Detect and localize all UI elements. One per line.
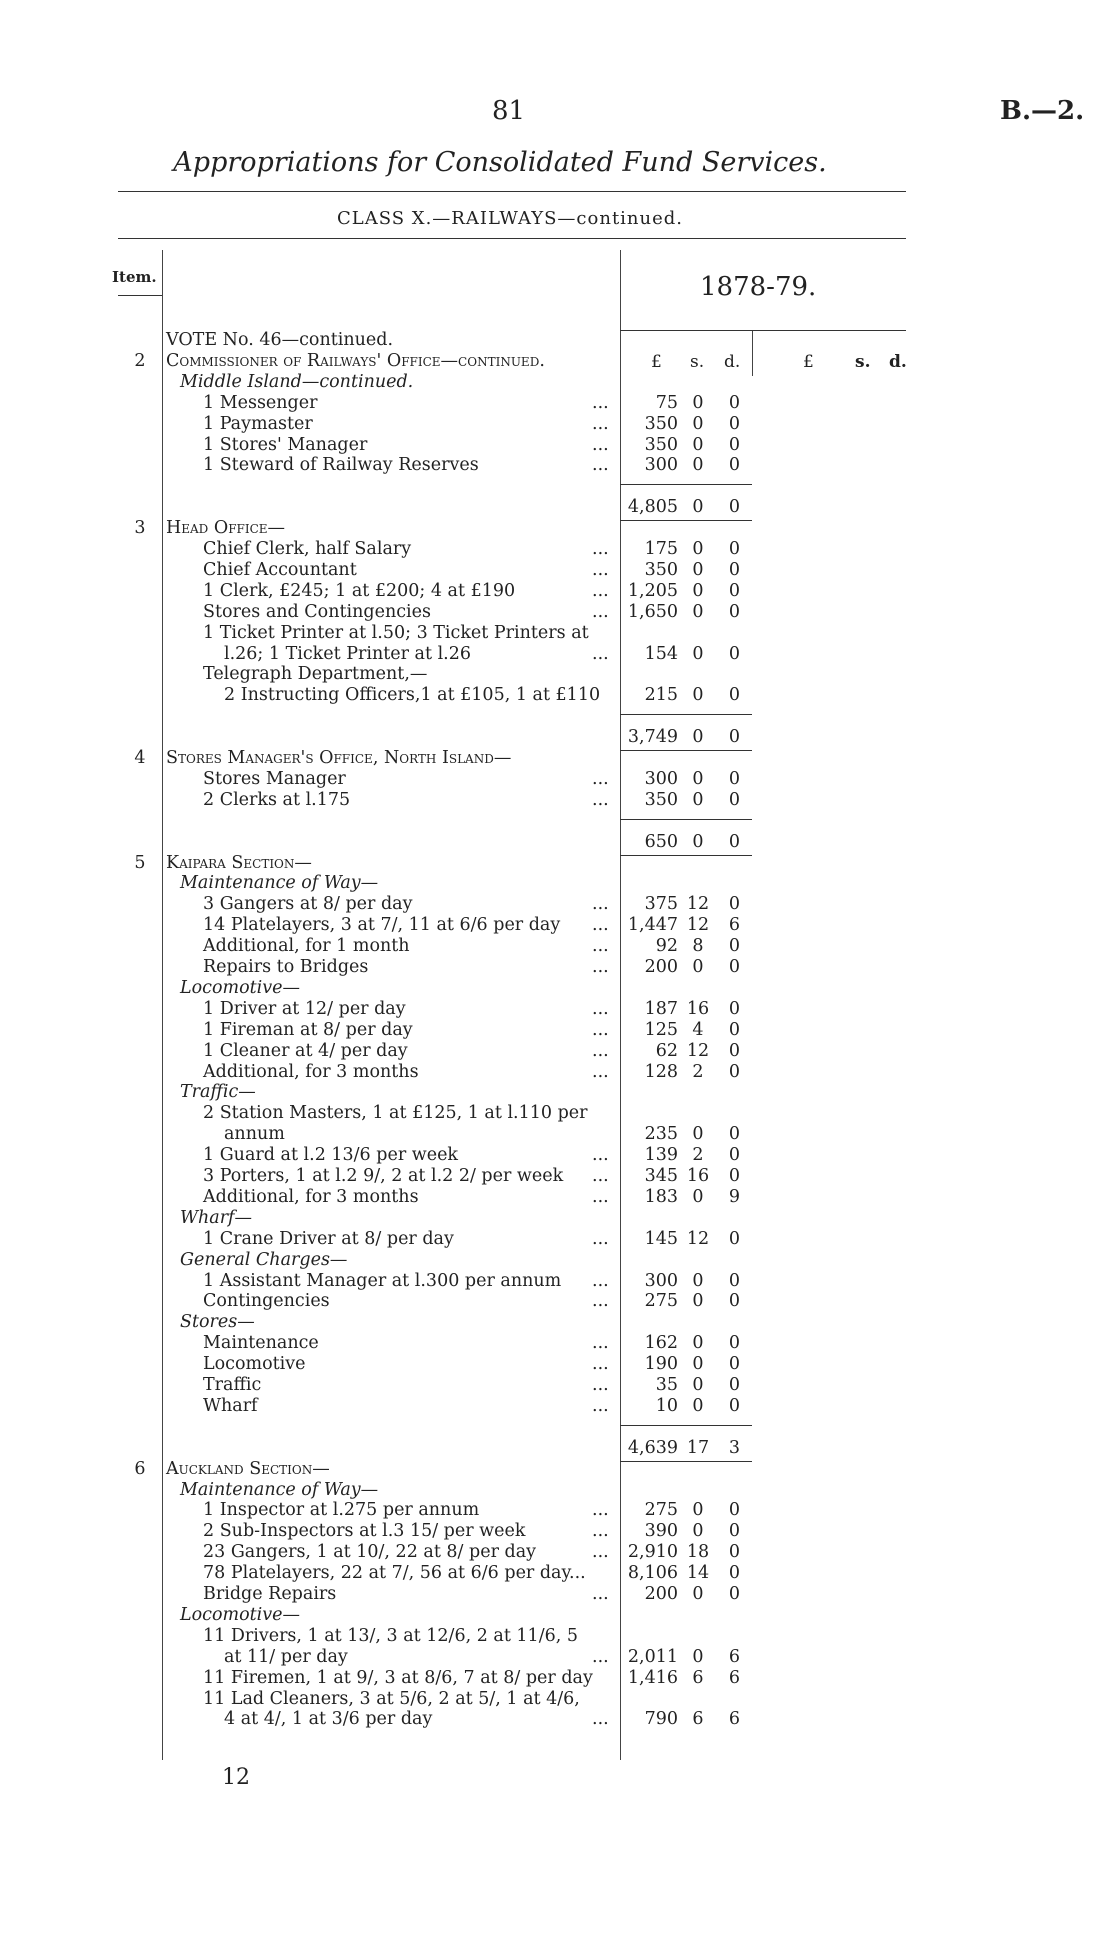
amount-shillings: 0 [692,831,704,852]
line-description: Stores and Contingencies [203,601,431,622]
amount-shillings: 2 [692,1145,704,1166]
currency-pounds-2: £ [803,352,814,372]
amount-pence: 0 [728,1061,740,1082]
line-description: Traffic— [180,1082,256,1103]
amount-pence: 0 [728,1395,740,1416]
amount-shillings: 0 [692,1521,704,1542]
line-description: Commissioner of Railways' Office—continued. [166,350,545,371]
amount-pounds: 190 [644,1354,678,1375]
leader-dots: ... [592,915,609,936]
line-description: 1 Stores' Manager [203,434,368,455]
amount-pence: 0 [728,789,740,810]
amount-pounds: 4,639 [627,1437,678,1458]
item-number: 5 [134,852,146,873]
amount-shillings: 0 [692,455,704,476]
document-reference: B.—2. [1000,96,1085,126]
line-description: 1 Paymaster [203,413,313,434]
line-description: 11 Lad Cleaners, 3 at 5/6, 2 at 5/, 1 at 4/6, [203,1688,580,1709]
line-description: 2 Sub-Inspectors at l.3 15/ per week [203,1521,526,1542]
currency-shillings-1: s. [690,352,705,372]
amount-pounds: 300 [644,768,678,789]
amount-pounds: 2,011 [627,1646,678,1667]
line-description: Repairs to Bridges [203,957,369,977]
amount-pence: 3 [728,1437,740,1458]
amount-pence: 0 [728,998,740,1019]
line-description: General Charges— [180,1249,348,1270]
line-description: Additional, for 3 months [203,1061,419,1082]
amount-shillings: 17 [686,1437,710,1458]
amount-pence: 0 [728,1521,740,1542]
subtotal-rule-above [620,484,752,485]
line-description: Chief Clerk, half Salary [203,539,412,559]
line-description: 1 Driver at 12/ per day [203,998,406,1019]
currency-pence-2: d. [889,352,907,372]
amount-pence: 0 [728,1291,740,1312]
year-header: 1878-79. [700,272,817,302]
amount-pounds: 2,910 [627,1542,678,1563]
currency-shillings-2: s. [855,352,871,372]
subtotal-rule-below [620,855,752,856]
amount-pence: 0 [728,1145,740,1166]
line-description: 3 Gangers at 8/ per day [203,894,413,915]
amount-pence: 0 [728,1124,740,1145]
amount-pounds: 92 [655,936,678,957]
leader-dots: ... [592,1228,609,1249]
line-description: Additional, for 1 month [203,936,410,957]
leader-dots: ... [592,1375,609,1395]
line-description: annum [224,1124,285,1145]
amount-shillings: 0 [692,727,704,748]
amount-shillings: 8 [692,936,704,957]
line-description: 2 Clerks at l.175 [203,789,351,810]
amount-shillings: 0 [692,1186,704,1207]
leader-dots: ... [592,1584,609,1604]
line-description: 23 Gangers, 1 at 10/, 22 at 8/ per day [203,1542,537,1563]
item-column-divider [162,250,163,1760]
line-description: 1 Inspector at l.275 per annum [203,1500,480,1521]
amount-pence: 0 [728,1375,740,1395]
line-description: 1 Messenger [203,392,318,413]
amount-shillings: 0 [692,1395,704,1416]
amount-pence: 0 [728,1333,740,1354]
amount-pounds: 187 [644,998,678,1019]
amount-column-divider [620,250,621,1760]
subtotal-rule-below [620,520,752,521]
title-rule [118,191,906,192]
amount-shillings: 0 [692,768,704,789]
leader-dots: ... [592,580,609,601]
line-description: Stores— [180,1312,255,1333]
amount-shillings: 0 [692,957,704,977]
amount-shillings: 6 [692,1667,704,1688]
amount-shillings: 0 [692,559,704,580]
amount-shillings: 0 [692,1375,704,1395]
class-rule [118,238,906,239]
amount-shillings: 0 [692,1354,704,1375]
amount-shillings: 0 [692,789,704,810]
leader-dots: ... [592,1270,609,1291]
line-description: at 11/ per day [224,1646,348,1667]
amount-pounds: 62 [655,1040,678,1061]
leader-dots: ... [592,1709,609,1730]
line-description: 3 Porters, 1 at l.2 9/, 2 at l.2 2/ per week [203,1166,564,1186]
amount-shillings: 12 [686,894,710,915]
line-description: Wharf [203,1395,258,1416]
amount-pounds: 375 [644,894,678,915]
amount-pounds: 35 [655,1375,678,1395]
amount-shillings: 0 [692,413,704,434]
item-number: 4 [134,748,146,768]
line-description: Traffic [203,1375,262,1395]
line-description: 1 Crane Driver at 8/ per day [203,1228,454,1249]
amount-pence: 0 [728,1563,740,1584]
amount-pence: 0 [728,957,740,977]
amount-pence: 0 [728,1040,740,1061]
amount-pounds: 275 [644,1291,678,1312]
leader-dots: ... [592,1186,609,1207]
amount-pence: 0 [728,601,740,622]
line-description: Stores Manager's Office, North Island— [166,748,512,768]
leader-dots: ... [592,1166,609,1186]
amount-pence: 9 [728,1186,740,1207]
item-number: 6 [134,1458,146,1479]
amount-pence: 0 [728,643,740,664]
amount-shillings: 16 [686,998,710,1019]
line-description: 2 Station Masters, 1 at £125, 1 at l.110 per [203,1103,588,1124]
amount-shillings: 0 [692,580,704,601]
amount-pounds: 8,106 [627,1563,678,1584]
item-column-header: Item. [112,268,157,286]
amount-pounds: 350 [644,434,678,455]
amount-pence: 0 [728,768,740,789]
amount-pounds: 162 [644,1333,678,1354]
amount-shillings: 0 [692,1270,704,1291]
line-description: 78 Platelayers, 22 at 7/, 56 at 6/6 per day... [203,1563,586,1584]
leader-dots: ... [592,559,609,580]
line-description: Telegraph Department,— [203,664,428,685]
line-description: 2 Instructing Officers,1 at £105, 1 at £110 [224,685,601,706]
amount-pounds: 4,805 [627,497,678,518]
currency-pounds-1: £ [651,352,662,372]
year-header-rule [620,330,906,331]
leader-dots: ... [592,1395,609,1416]
amount-pounds: 139 [644,1145,678,1166]
amount-pounds: 1,447 [627,915,678,936]
amount-pounds: 75 [655,392,678,413]
line-description: 1 Cleaner at 4/ per day [203,1040,408,1061]
leader-dots: ... [592,601,609,622]
subtotal-rule-above [620,819,752,820]
line-description: Locomotive— [180,977,300,998]
line-description: 11 Drivers, 1 at 13/, 3 at 12/6, 2 at 11/6, 5 [203,1625,578,1646]
amount-pounds: 300 [644,455,678,476]
leader-dots: ... [592,539,609,559]
amount-pounds: 154 [644,643,678,664]
amount-shillings: 0 [692,539,704,559]
leader-dots: ... [592,998,609,1019]
amount-pence: 6 [728,1709,740,1730]
line-description: 14 Platelayers, 3 at 7/, 11 at 6/6 per day [203,915,561,936]
amount-pounds: 1,416 [627,1667,678,1688]
amount-pence: 0 [728,685,740,706]
leader-dots: ... [592,1291,609,1312]
line-description: Additional, for 3 months [203,1186,419,1207]
leader-dots: ... [592,1542,609,1563]
line-description: 1 Ticket Printer at l.50; 3 Ticket Printers at [203,622,589,643]
amount-pounds: 3,749 [627,727,678,748]
amount-shillings: 0 [692,1124,704,1145]
leader-dots: ... [592,1354,609,1375]
leader-dots: ... [592,434,609,455]
amount-shillings: 12 [686,915,710,936]
amount-pence: 0 [728,392,740,413]
amount-shillings: 0 [692,685,704,706]
amount-shillings: 18 [686,1542,710,1563]
amount-shillings: 0 [692,1291,704,1312]
amount-pounds: 350 [644,559,678,580]
amount-shillings: 0 [692,1584,704,1604]
amount-pounds: 235 [644,1124,678,1145]
amount-pence: 0 [728,1228,740,1249]
amount-pounds: 350 [644,789,678,810]
amount-pence: 0 [728,1166,740,1186]
line-description: 1 Fireman at 8/ per day [203,1019,413,1040]
amount-shillings: 0 [692,1646,704,1667]
amount-pounds: 1,205 [627,580,678,601]
amount-pence: 0 [728,580,740,601]
amount-pounds: 1,650 [627,601,678,622]
leader-dots: ... [592,1646,609,1667]
leader-dots: ... [592,1040,609,1061]
leader-dots: ... [592,1333,609,1354]
amount-shillings: 4 [692,1019,704,1040]
leader-dots: ... [592,1019,609,1040]
amount-shillings: 16 [686,1166,710,1186]
leader-dots: ... [592,936,609,957]
leader-dots: ... [592,392,609,413]
line-description: 4 at 4/, 1 at 3/6 per day [224,1709,433,1730]
line-description: Maintenance [203,1333,319,1354]
leader-dots: ... [592,1145,609,1166]
amount-pounds: 125 [644,1019,678,1040]
amount-pounds: 183 [644,1186,678,1207]
line-description: 1 Assistant Manager at l.300 per annum [203,1270,562,1291]
signature-mark: 12 [222,1765,250,1790]
amount-pence: 0 [728,1354,740,1375]
amount-shillings: 14 [686,1563,710,1584]
amount-pounds: 790 [644,1709,678,1730]
line-description: Auckland Section— [166,1458,330,1479]
leader-dots: ... [592,1061,609,1082]
amount-pence: 6 [728,1667,740,1688]
line-description: 1 Guard at l.2 13/6 per week [203,1145,459,1166]
amount-pounds: 215 [644,685,678,706]
amount-pence: 0 [728,559,740,580]
item-header-rule [118,295,162,296]
amount-pence: 0 [728,434,740,455]
line-description: Locomotive [203,1354,306,1375]
amount-shillings: 0 [692,392,704,413]
item-number: 3 [134,518,146,539]
subtotal-rule-below [620,750,752,751]
line-description: Maintenance of Way— [180,1479,379,1500]
line-description: VOTE No. 46—continued. [166,330,394,350]
amount-pounds: 175 [644,539,678,559]
leader-dots: ... [592,455,609,476]
leader-dots: ... [592,894,609,915]
amount-pence: 0 [728,894,740,915]
class-heading: CLASS X.—RAILWAYS—continued. [336,208,684,229]
amount-pounds: 10 [655,1395,678,1416]
amount-pence: 0 [728,1500,740,1521]
amount-pounds: 200 [644,957,678,977]
subtotal-rule-above [620,714,752,715]
leader-dots: ... [592,789,609,810]
line-description: Chief Accountant [203,559,357,580]
amount-shillings: 12 [686,1228,710,1249]
amount-pounds: 390 [644,1521,678,1542]
amount-pounds: 200 [644,1584,678,1604]
amount-shillings: 6 [692,1709,704,1730]
amount-pence: 0 [728,727,740,748]
amount-shillings: 12 [686,1040,710,1061]
line-description: 1 Clerk, £245; 1 at £200; 4 at £190 [203,580,516,601]
amount-pence: 0 [728,497,740,518]
leader-dots: ... [592,1521,609,1542]
amount-pence: 6 [728,1646,740,1667]
amount-pounds: 345 [644,1166,678,1186]
amount-pence: 0 [728,539,740,559]
leader-dots: ... [592,413,609,434]
leader-dots: ... [592,1500,609,1521]
amount-pence: 0 [728,455,740,476]
page-title: Appropriations for Consolidated Fund Services. [173,147,827,178]
amount-shillings: 0 [692,434,704,455]
amount-pence: 0 [728,413,740,434]
amount-pounds: 128 [644,1061,678,1082]
amount-shillings: 2 [692,1061,704,1082]
amount-shillings: 0 [692,1500,704,1521]
line-description: l.26; 1 Ticket Printer at l.26 [224,643,471,664]
amount-pence: 0 [728,1584,740,1604]
leader-dots: ... [592,957,609,977]
item-number: 2 [134,350,146,371]
line-description: Locomotive— [180,1604,300,1625]
amount-pence: 0 [728,936,740,957]
page-number: 81 [492,96,526,126]
subtotal-rule-below [620,1461,752,1462]
amount-pounds: 300 [644,1270,678,1291]
line-description: Wharf— [180,1207,253,1228]
line-description: Bridge Repairs [203,1584,337,1604]
line-description: Contingencies [203,1291,330,1312]
second-amount-divider [752,330,753,376]
amount-pence: 0 [728,1270,740,1291]
currency-pence-1: d. [724,352,741,372]
amount-shillings: 0 [692,643,704,664]
amount-pence: 0 [728,1542,740,1563]
line-description: 1 Steward of Railway Reserves [203,455,479,476]
line-description: Maintenance of Way— [180,873,379,894]
line-description: Kaipara Section— [166,852,312,873]
amount-pence: 0 [728,1019,740,1040]
line-description: Middle Island—continued. [180,371,414,392]
amount-pounds: 650 [644,831,678,852]
amount-pence: 0 [728,831,740,852]
line-description: Stores Manager [203,768,346,789]
amount-pounds: 275 [644,1500,678,1521]
leader-dots: ... [592,768,609,789]
amount-shillings: 0 [692,497,704,518]
amount-shillings: 0 [692,1333,704,1354]
amount-pence: 6 [728,915,740,936]
amount-pounds: 350 [644,413,678,434]
line-description: Head Office— [166,518,286,539]
amount-shillings: 0 [692,601,704,622]
amount-pounds: 145 [644,1228,678,1249]
leader-dots: ... [592,643,609,664]
subtotal-rule-above [620,1425,752,1426]
line-description: 11 Firemen, 1 at 9/, 3 at 8/6, 7 at 8/ per day [203,1667,593,1688]
